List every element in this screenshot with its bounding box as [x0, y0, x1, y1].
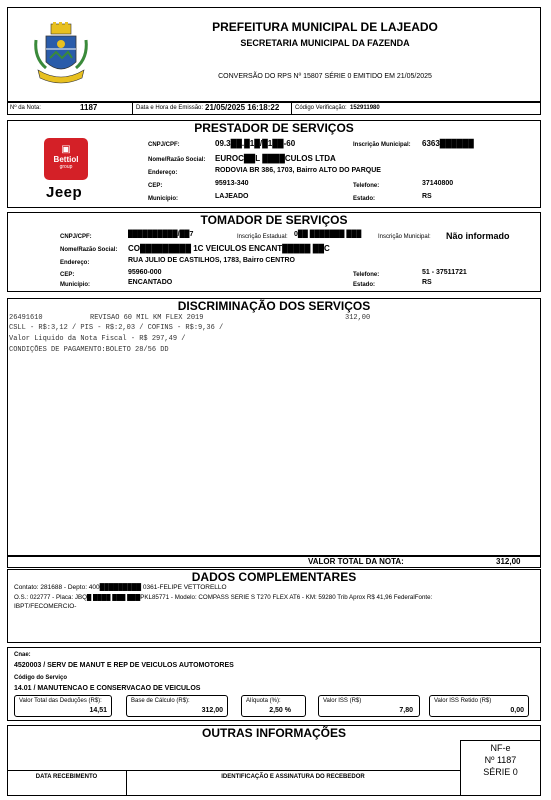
total-label: VALOR TOTAL DA NOTA:: [308, 557, 404, 566]
tomador-nome-value: CO█████████ 1C VEICULOS ENCANT█████ ██C: [128, 244, 330, 253]
prestador-telefone-label: Telefone:: [353, 183, 380, 189]
bettiol-logo-text: Bettiol: [53, 155, 79, 164]
prestador-cnpj-label: CNPJ/CPF:: [148, 142, 180, 148]
complementares-fonte: IBPT/FECOMERCIO-: [14, 603, 77, 610]
aliquota-label: Alíquota (%):: [246, 698, 281, 704]
prestador-telefone-value: 37140800: [422, 180, 454, 187]
tomador-cnpj-label: CNPJ/CPF:: [60, 234, 92, 240]
assinatura-label: IDENTIFICAÇÃO E ASSINATURA DO RECEBEDOR: [221, 774, 365, 780]
bettiol-logo-sub: group: [59, 164, 73, 170]
valor-liquido-line: Valor Liquido da Nota Fiscal - R$ 297,49 /: [9, 335, 186, 343]
tomador-im-value: Não informado: [446, 231, 510, 241]
jeep-logo: Jeep: [46, 184, 83, 201]
prestador-nome-label: Nome/Razão Social:: [148, 157, 206, 163]
pagamento-line: CONDIÇÕES DE PAGAMENTO:BOLETO 28/56 DD: [9, 346, 169, 354]
aliquota-value: 2,50 %: [269, 707, 291, 714]
header-subtitle: SECRETARIA MUNICIPAL DA FAZENDA: [240, 38, 410, 48]
prestador-estado-value: RS: [422, 193, 432, 200]
tomador-estado-value: RS: [422, 279, 432, 286]
valor-iss-value: 7,80: [399, 707, 413, 714]
base-calculo-label: Base de Cálculo (R$):: [131, 698, 190, 704]
bettiol-logo-mark: ▣: [61, 144, 71, 155]
servico-code: 26491610: [9, 314, 43, 322]
prestador-municipio-label: Município:: [148, 196, 178, 202]
tomador-cep-value: 95960-000: [128, 269, 162, 276]
prestador-cep-value: 95913-340: [215, 180, 249, 187]
complementares-os: O.S.: 022777 - Placa: JBQ█ ████ ███ ███PKL85771 - Modelo: COMPASS SERIE S T270 FLEX AT6 - KM: 59280 Trib Aprox R$ 41,96 FederalFonte:: [14, 594, 433, 601]
total-bar: [7, 556, 541, 568]
rps-conversion: CONVERSÃO DO RPS Nº 15807 SÉRIE 0 EMITIDO EM 21/05/2025: [218, 73, 432, 80]
prestador-nome-value: EUROC██L ████CULOS LTDA: [215, 154, 336, 163]
iss-retido-cell: [429, 695, 529, 717]
data-recebimento-label: DATA RECEBIMENTO: [35, 774, 98, 780]
total-value: 312,00: [496, 557, 521, 566]
codigo-servico-value: 14.01 / MANUTENCAO E CONSERVACAO DE VEICULOS: [14, 685, 201, 692]
outras-title: OUTRAS INFORMAÇÕES: [202, 726, 346, 740]
valor-iss-cell: [318, 695, 420, 717]
complementares-title: DADOS COMPLEMENTARES: [191, 570, 357, 584]
municipal-crest: [32, 22, 90, 92]
prestador-estado-label: Estado:: [353, 196, 376, 202]
codigo-servico-label: Código do Serviço: [14, 675, 68, 681]
cnae-value: 4520003 / SERV DE MANUT E REP DE VEICULOS AUTOMOTORES: [14, 662, 234, 669]
tomador-cnpj-value: ██████████/██7: [128, 231, 194, 238]
prestador-endereco-value: RODOVIA BR 386, 1703, Bairro ALTO DO PARQUE: [215, 167, 381, 174]
nfe-number: Nº 1187: [484, 755, 517, 765]
tomador-title: TOMADOR DE SERVIÇOS: [200, 213, 348, 227]
nfe-label: NF-e: [490, 743, 511, 753]
verificacao-value: 152911980: [350, 105, 380, 111]
bettiol-logo: [44, 138, 88, 180]
base-calculo-value: 312,00: [201, 707, 223, 714]
prestador-cep-label: CEP:: [148, 183, 163, 189]
tomador-municipio-label: Município:: [60, 282, 90, 288]
tomador-telefone-label: Telefone:: [353, 272, 380, 278]
emissao-value: 21/05/2025 16:18:22: [205, 103, 280, 112]
servico-valor: 312,00: [345, 314, 371, 322]
emissao-label: Data e Hora de Emissão:: [136, 105, 204, 111]
deducoes-cell: [14, 695, 112, 717]
tomador-estado-label: Estado:: [353, 282, 376, 288]
complementares-contato: Contato: 281688 - Depto: 400█████████ 0361-FELIPE VETTORELLO: [14, 584, 227, 591]
aliquota-cell: [241, 695, 306, 717]
tributos-line: CSLL - R$:3,12 / PIS - R$:2,03 / COFINS - R$:9,36 /: [9, 324, 224, 332]
base-calculo-cell: [126, 695, 228, 717]
iss-retido-value: 0,00: [510, 707, 524, 714]
prestador-im-value: 6363██████: [422, 139, 474, 148]
cnae-label: Cnae:: [14, 652, 31, 658]
prestador-cnpj-value: 09.3██.█1█/█1██-60: [215, 139, 296, 148]
deducoes-label: Valor Total das Deduções (R$):: [19, 698, 102, 704]
prestador-title: PRESTADOR DE SERVIÇOS: [194, 121, 354, 135]
deducoes-value: 14,51: [89, 707, 107, 714]
tomador-endereco-label: Endereço:: [60, 260, 90, 266]
prestador-endereco-label: Endereço:: [148, 170, 178, 176]
tomador-endereco-value: RUA JULIO DE CASTILHOS, 1783, Bairro CENTRO: [128, 257, 295, 264]
discriminacao-title: DISCRIMINAÇÃO DOS SERVIÇOS: [177, 299, 371, 313]
prestador-im-label: Inscrição Municipal:: [353, 142, 411, 148]
tomador-municipio-value: ENCANTADO: [128, 279, 173, 286]
tomador-ie-label: Inscrição Estadual:: [237, 234, 288, 240]
tomador-ie-value: 0██ ███████ ███: [294, 231, 362, 238]
servico-descricao: REVISAO 60 MIL KM FLEX 2019: [90, 314, 204, 322]
verificacao-label: Código Verificação:: [295, 105, 347, 111]
valor-iss-label: Valor ISS (R$): [323, 698, 362, 704]
tomador-nome-label: Nome/Razão Social:: [60, 247, 118, 253]
iss-retido-label: Valor ISS Retido (R$): [434, 698, 492, 704]
tomador-cep-label: CEP:: [60, 272, 75, 278]
header-title: PREFEITURA MUNICIPAL DE LAJEADO: [212, 20, 438, 34]
nfe-serie: SÉRIE 0: [483, 767, 518, 777]
tomador-im-label: Inscrição Municipal:: [378, 234, 431, 240]
tomador-telefone-value: 51 - 37511721: [422, 269, 467, 276]
prestador-municipio-value: LAJEADO: [215, 193, 249, 200]
nota-number: 1187: [80, 103, 98, 112]
nota-label: Nº da Nota:: [10, 105, 41, 111]
